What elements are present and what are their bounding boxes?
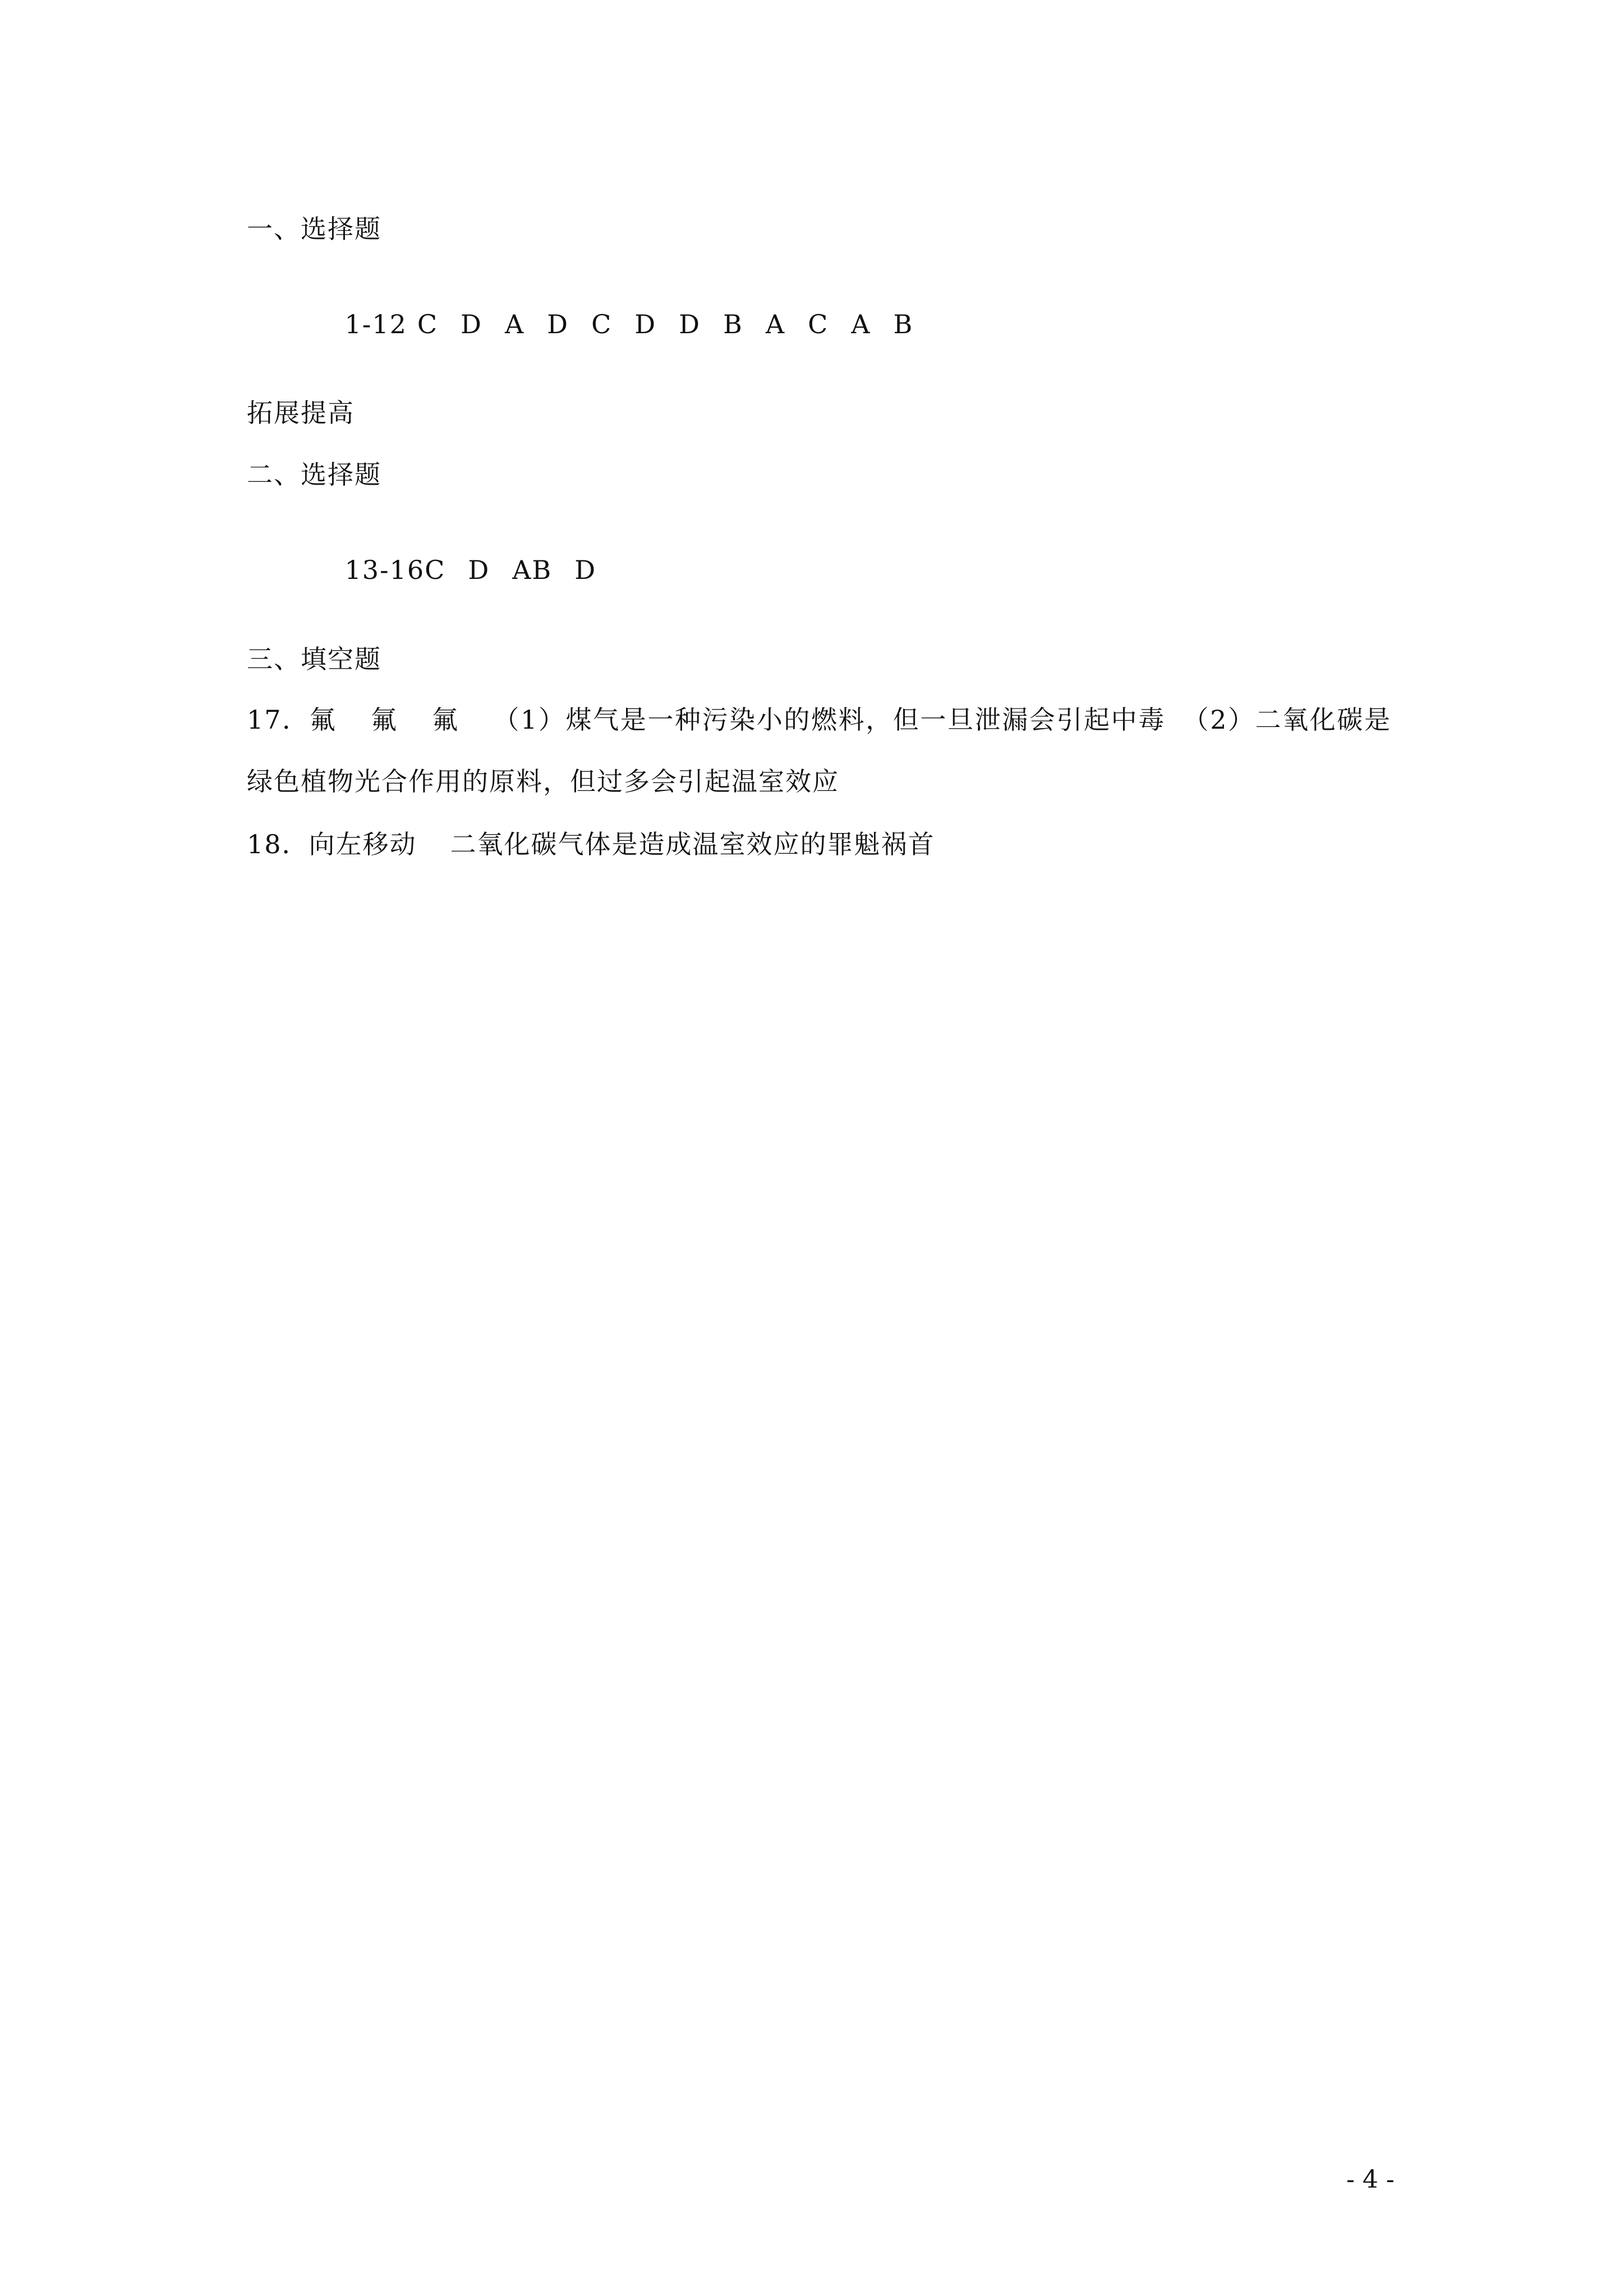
- section3-heading: 三、填空题: [247, 644, 381, 674]
- page-number: - 4 -: [1346, 2165, 1395, 2194]
- q18-number: 18．: [247, 829, 309, 859]
- answer-8: B: [723, 309, 743, 339]
- question-18: [247, 827, 935, 861]
- answer-16: D: [574, 555, 597, 585]
- answer-15: AB: [512, 555, 553, 585]
- q17-blank-1: 氟: [309, 705, 337, 735]
- answer-13: C: [425, 555, 446, 585]
- answer-2: D: [461, 309, 482, 339]
- q17-part-2: （2）二氧化碳是绿色植物光合作用的原料，但过多会引起温室效应: [247, 705, 1391, 797]
- section2-range: 13-16: [344, 555, 425, 585]
- section1-range: 1-12: [344, 309, 407, 339]
- answer-14: D: [468, 555, 490, 585]
- q17-blank-2: 氟: [370, 705, 398, 735]
- section2-heading: 二、选择题: [247, 459, 381, 490]
- answer-10: C: [808, 309, 829, 339]
- answer-11: A: [851, 309, 871, 339]
- q17-part-1: （1）煤气是一种污染小的燃料，但一旦泄漏会引起中毒: [493, 705, 1166, 735]
- q18-answer-2: 二氧化碳气体是造成温室效应的罪魁祸首: [450, 829, 935, 859]
- answer-7: D: [679, 309, 701, 339]
- q17-blank-3: 氟: [431, 705, 459, 735]
- question-17: [247, 689, 1391, 812]
- q18-answer-1: 向左移动: [309, 829, 417, 859]
- answer-6: D: [634, 309, 657, 339]
- section1-answers: [307, 274, 913, 375]
- section1-heading: 一、选择题: [247, 214, 381, 244]
- q17-number: 17．: [247, 705, 310, 735]
- extension-heading: 拓展提高: [247, 398, 355, 428]
- answer-3: A: [504, 309, 525, 339]
- section2-answers: [307, 519, 596, 620]
- answer-12: B: [893, 309, 914, 339]
- answer-4: D: [547, 309, 569, 339]
- answer-5: C: [591, 309, 613, 339]
- answer-1: C: [417, 309, 439, 339]
- answer-9: A: [765, 309, 786, 339]
